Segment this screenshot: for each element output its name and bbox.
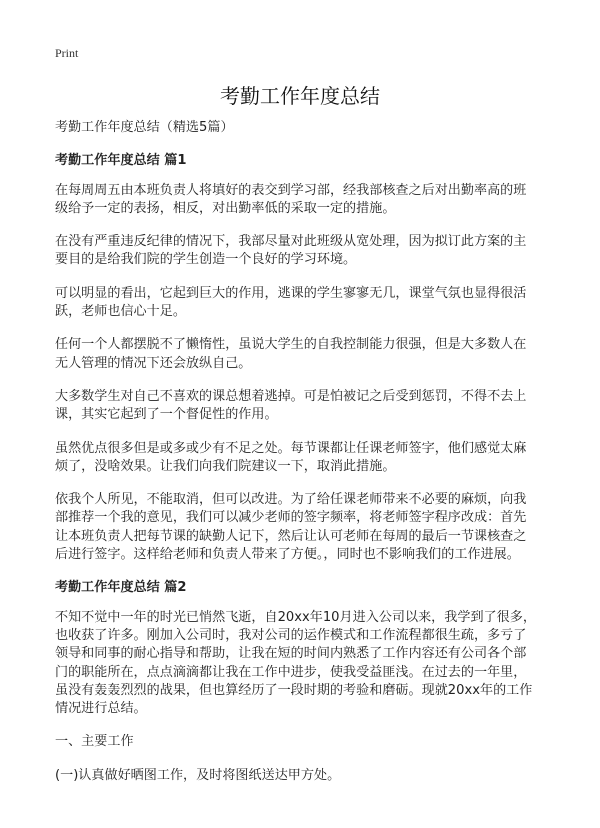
- paragraph: 依我个人所见，不能取消，但可以改进。为了给任课老师带来不必要的麻烦，向我部推荐一个我的意见，我们可以减少老师的签字频率，将老师签字程序改成：首先让本班负责人把每节课的缺勤人记下，然后让认可老师在每周的最后一节课核查之后进行签字。这样给老师和负责人带来了方便。，同时也不影响我们的工作进展。: [55, 492, 527, 563]
- paragraph: 可以明显的看出，它起到巨大的作用，逃课的学生寥寥无几，课堂气氛也显得很活跃，老师也信心十足。: [55, 285, 527, 320]
- paragraph: 在每周周五由本班负责人将填好的表交到学习部，经我部核查之后对出勤率高的班级给予一定的表扬，相反，对出勤率低的采取一定的措施。: [55, 182, 527, 216]
- section-heading: 考勤工作年度总结 篇1: [55, 153, 187, 169]
- document-title: 考勤工作年度总结: [220, 84, 380, 108]
- paragraph: 不知不觉中一年的时光已悄然飞逝，自20xx年10月进入公司以来，我学到了很多，也收获了许多。刚加入公司时，我对公司的运作模式和工作流程都很生疏，多亏了领导和同事的耐心指导和帮助，让我在短的时间内熟悉了工作内容还有公司各个部门的职能所在，点点滴滴都让我在工作中进步，使我受益匪浅。在过去的一年里，虽没有轰轰烈烈的战果，但也算经历了一段时期的考验和磨砺。现就20xx年的工作情况进行总结。: [55, 609, 536, 717]
- document-body: [55, 119, 537, 800]
- paragraph: (一)认真做好晒图工作，及时将图纸送达甲方处。: [55, 767, 341, 783]
- paragraph: 任何一个人都摆脱不了懒惰性，虽说大学生的自我控制能力很强，但是大多数人在无人管理的情况下还会放纵自己。: [55, 337, 527, 371]
- section-heading: 考勤工作年度总结 篇2: [55, 580, 187, 596]
- document-subtitle: 考勤工作年度总结（精选5篇）: [55, 120, 234, 135]
- paragraph: 虽然优点很多但是或多或少有不足之处。每节课都让任课老师签字，他们感觉太麻烦了，没啥效果。让我们向我们院建议一下，取消此措施。: [55, 440, 527, 474]
- print-link[interactable]: Print: [55, 46, 79, 60]
- subheading: 一、主要工作: [55, 734, 134, 750]
- paragraph: 在没有严重违反纪律的情况下，我部尽量对此班级从宽处理，因为拟订此方案的主要目的是给我们院的学生创造一个良好的学习环境。: [55, 234, 527, 268]
- paragraph: 大多数学生对自己不喜欢的课总想着逃掉。可是怕被记之后受到惩罚，不得不去上课，其实它起到了一个督促性的作用。: [55, 388, 527, 423]
